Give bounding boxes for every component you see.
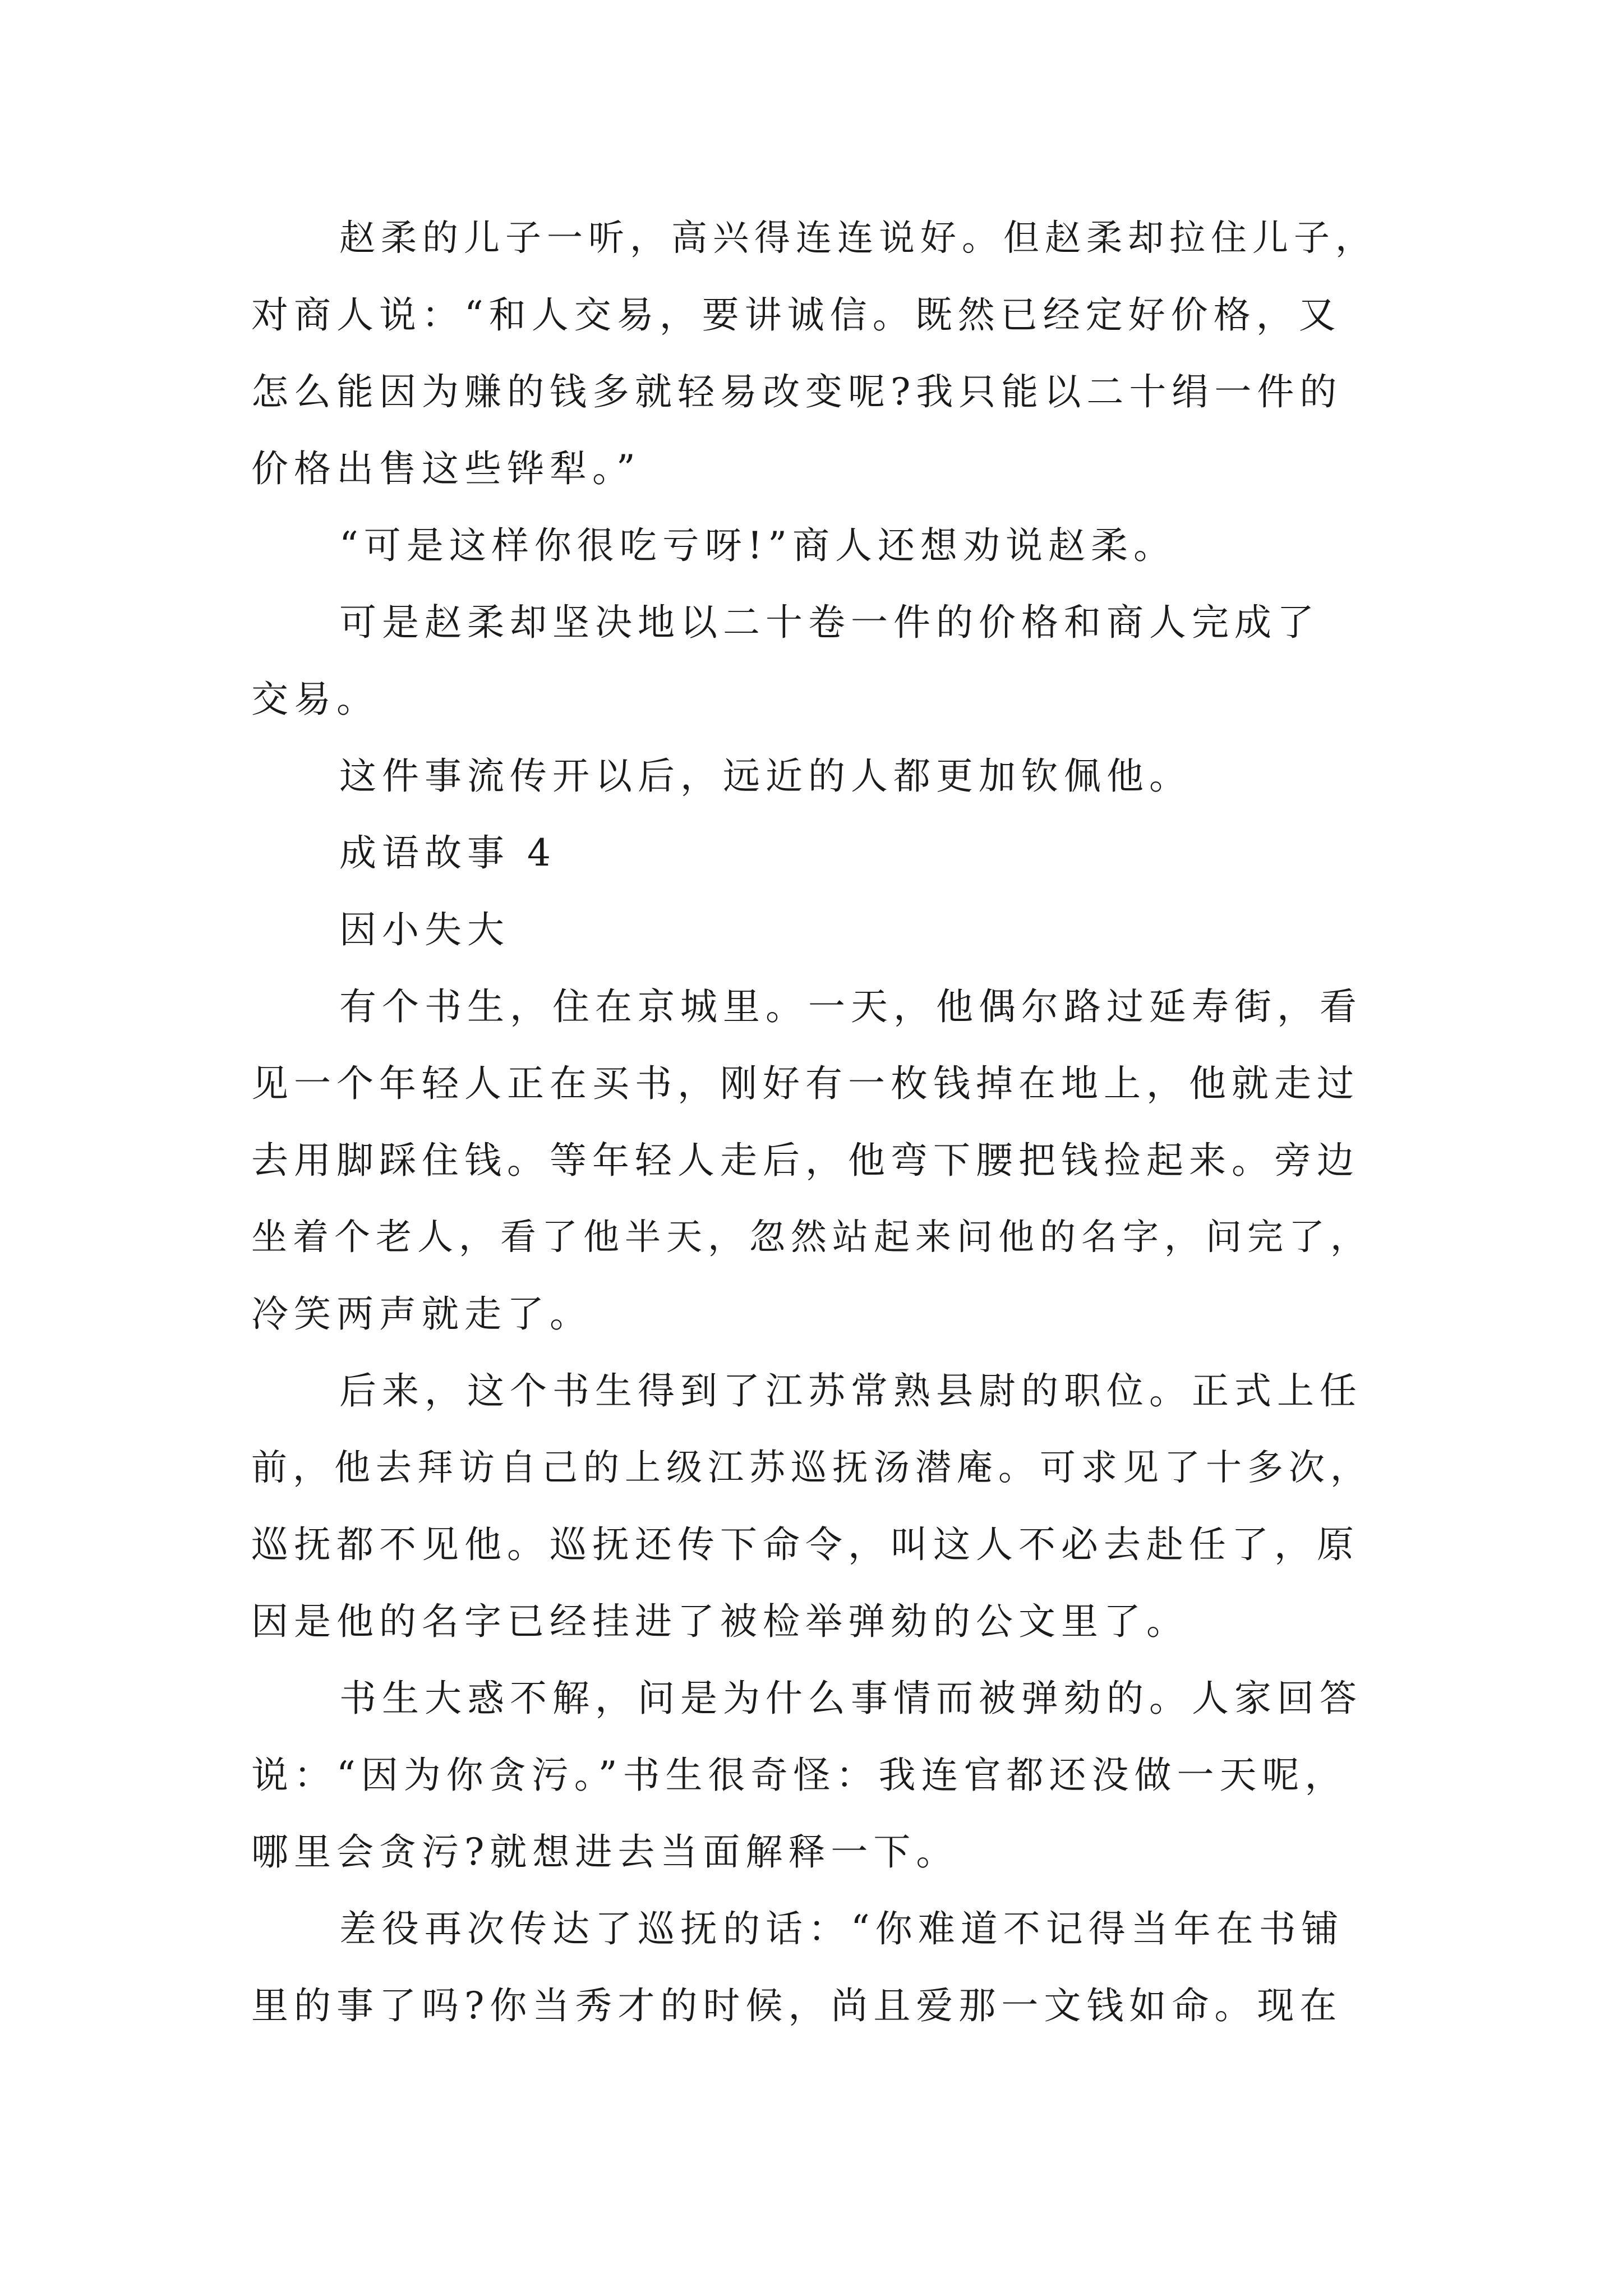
text-line: 怎么能因为赚的钱多就轻易改变呢?我只能以二十绢一件的	[251, 370, 1343, 413]
text-line: 前，他去拜访自己的上级江苏巡抚汤潜庵。可求见了十多次，	[251, 1447, 1372, 1489]
text-line: 对商人说：“和人交易，要讲诚信。既然已经定好价格，又	[251, 293, 1341, 337]
text-line: 冷笑两声就走了。	[251, 1292, 592, 1336]
story-title: 因小失大	[339, 908, 510, 951]
text-line: 巡抚都不见他。巡抚还传下命令，叫这人不必去赴任了，原	[251, 1523, 1359, 1566]
text-line: 赵柔的儿子一听，高兴得连连说好。但赵柔却拉住儿子，	[339, 218, 1377, 259]
text-line: 这件事流传开以后，远近的人都更加钦佩他。	[339, 754, 1192, 798]
text-line: “可是这样你很吃亏呀!”商人还想劝说赵柔。	[339, 524, 1177, 567]
text-line: 哪里会贪污?就想进去当面解释一下。	[251, 1830, 959, 1874]
text-line: 书生大惑不解，问是为什么事情而被弹劾的。人家回答	[339, 1677, 1362, 1720]
text-line: 交易。	[251, 678, 379, 721]
text-line: 后来，这个书生得到了江苏常熟县尉的职位。正式上任	[339, 1369, 1362, 1412]
text-line: 有个书生，住在京城里。一天，他偶尔路过延寿街，看	[339, 985, 1362, 1028]
text-line: 坐着个老人，看了他半天，忽然站起来问他的名字，问完了，	[251, 1217, 1372, 1258]
text-line: 见一个年轻人正在买书，刚好有一枚钱掉在地上，他就走过	[251, 1062, 1359, 1105]
text-line: 说：“因为你贪污。”书生很奇怪：我连官都还没做一天呢，	[251, 1754, 1348, 1797]
text-line: 价格出售这些铧犁。”	[251, 447, 641, 490]
text-line: 里的事了吗?你当秀才的时候，尚且爱那一文钱如命。现在	[251, 1984, 1343, 2027]
text-line: 去用脚踩住钱。等年轻人走后，他弯下腰把钱捡起来。旁边	[251, 1139, 1359, 1182]
text-line: 可是赵柔却坚决地以二十卷一件的价格和商人完成了	[339, 601, 1320, 644]
section-heading: 成语故事 4	[339, 831, 556, 875]
text-line: 因是他的名字已经挂进了被检举弹劾的公文里了。	[251, 1600, 1189, 1643]
text-line: 差役再次传达了巡抚的话：“你难道不记得当年在书铺	[339, 1907, 1344, 1950]
